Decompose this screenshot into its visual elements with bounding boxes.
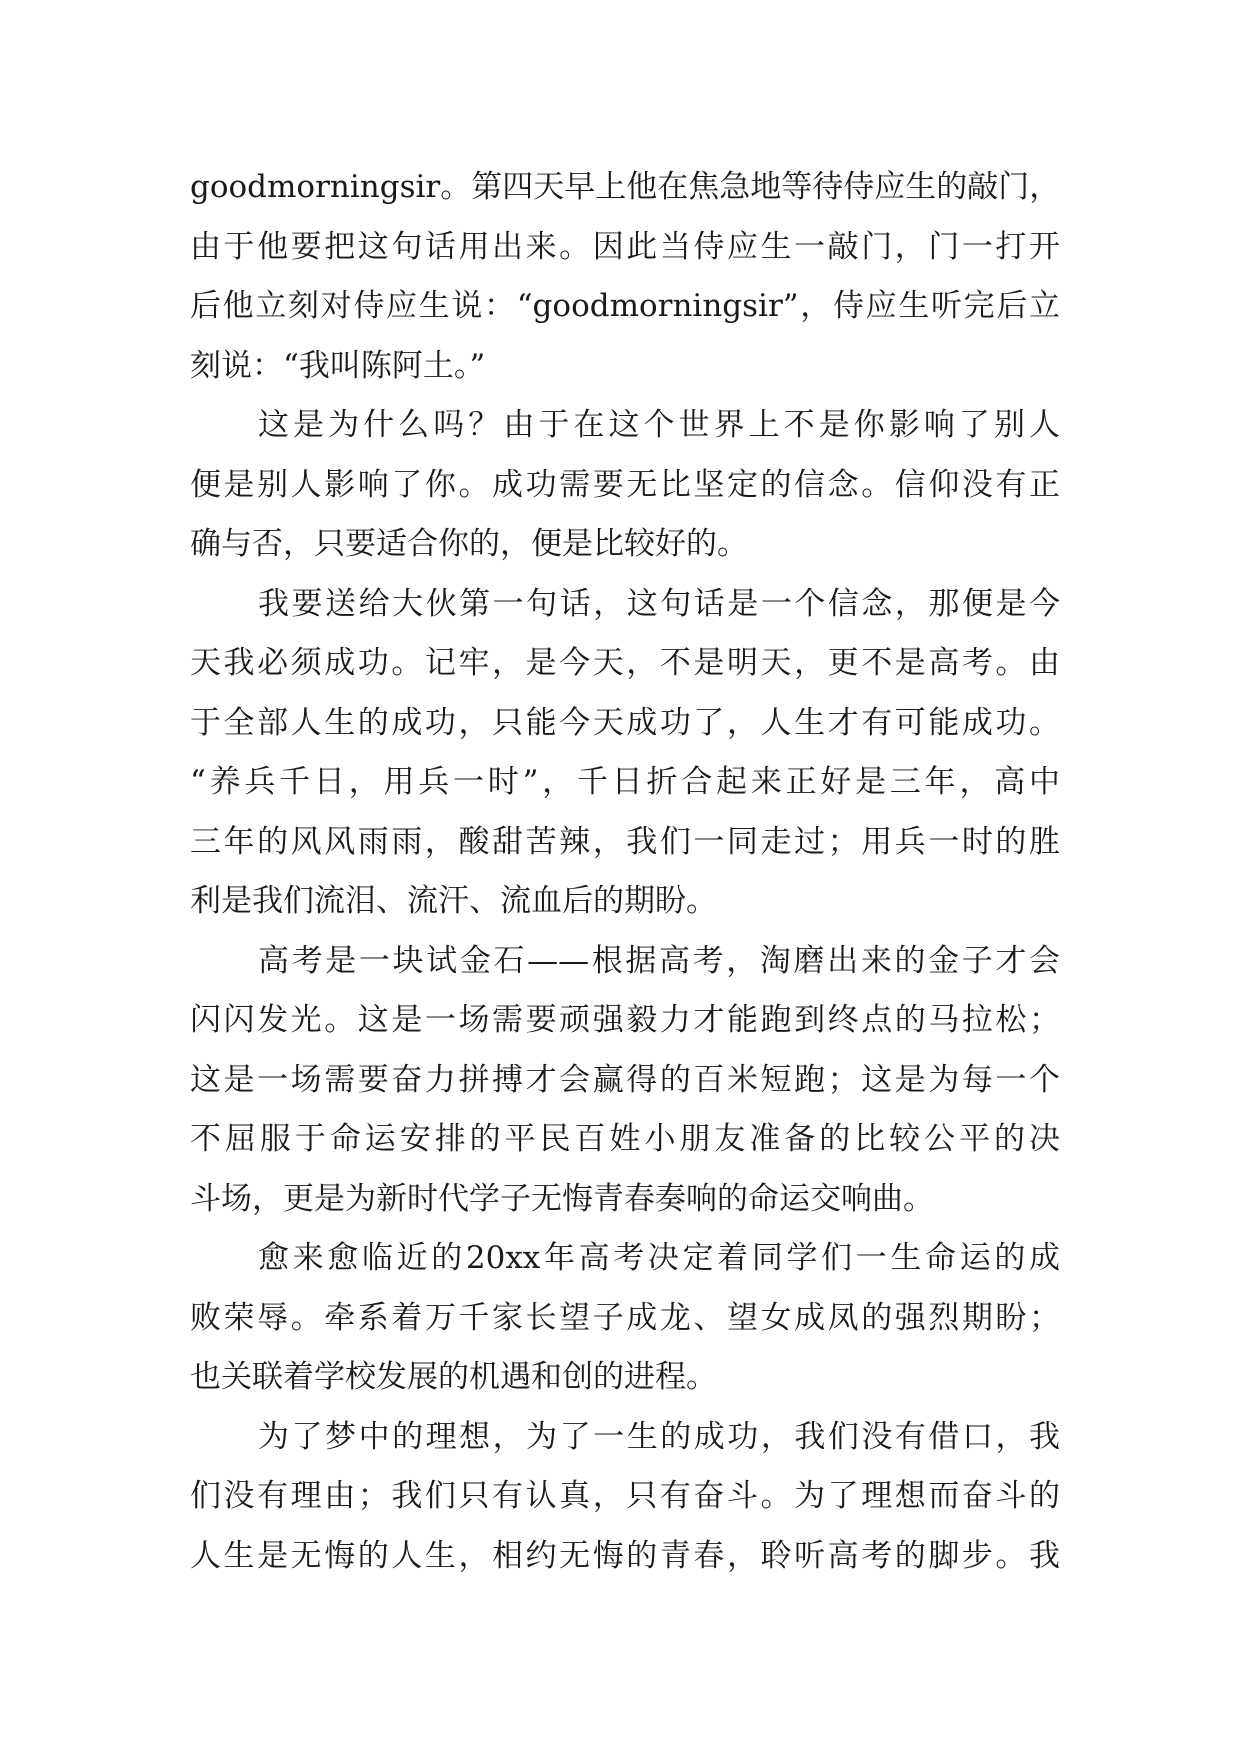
text-line: 于全部人生的成功，只能今天成功了，人生才有可能成功。	[190, 704, 1060, 741]
text-line: 刻说：“我叫陈阿土。”	[190, 347, 486, 384]
text-line: 也关联着学校发展的机遇和创的进程。	[190, 1359, 717, 1395]
text-line: 闪闪发光。这是一场需要顽强毅力才能跑到终点的马拉松；	[190, 1002, 1060, 1038]
text-line: 这是一场需要奋力拼搏才会赢得的百米短跑；这是为每一个	[190, 1061, 1060, 1098]
text-line: “养兵千日，用兵一时”，千日折合起来正好是三年，高中	[190, 764, 1060, 800]
text-line: 败荣辱。牵系着万千家长望子成龙、望女成凤的强烈期盼；	[190, 1299, 1060, 1336]
paragraph-first-line: 为了梦中的理想，为了一生的成功，我们没有借口，我	[258, 1418, 1060, 1455]
text-line: 三年的风风雨雨，酸甜苦辣，我们一同走过；用兵一时的胜	[190, 823, 1060, 860]
paragraph-first-line: 这是为什么吗？由于在这个世界上不是你影响了别人	[258, 407, 1060, 443]
text-line: 后他立刻对侍应生说：“goodmorningsir”，侍应生听完后立	[190, 288, 1060, 324]
text-line: 便是别人影响了你。成功需要无比坚定的信念。信仰没有正	[190, 466, 1060, 503]
document-body	[190, 158, 1060, 1586]
paragraph-first-line: 愈来愈临近的20xx年高考决定着同学们一生命运的成	[258, 1240, 1060, 1276]
paragraph-first-line: 高考是一块试金石——根据高考，淘磨出来的金子才会	[258, 942, 1060, 979]
paragraph-first-line: 我要送给大伙第一句话，这句话是一个信念，那便是今	[258, 585, 1060, 622]
text-line: 利是我们流泪、流汗、流血后的期盼。	[190, 883, 717, 919]
text-line: 确与否，只要适合你的，便是比较好的。	[190, 526, 748, 562]
text-line: goodmorningsir。第四天早上他在焦急地等待侍应生的敲门，	[190, 169, 1061, 205]
text-line: 不屈服于命运安排的平民百姓小朋友准备的比较公平的决	[190, 1121, 1060, 1157]
text-line: 由于他要把这句话用出来。因此当侍应生一敲门，门一打开	[190, 228, 1060, 265]
text-line: 人生是无悔的人生，相约无悔的青春，聆听高考的脚步。我	[190, 1537, 1060, 1574]
text-line: 天我必须成功。记牢，是今天，不是明天，更不是高考。由	[190, 645, 1060, 681]
text-line: 斗场，更是为新时代学子无悔青春奏响的命运交响曲。	[190, 1180, 934, 1217]
text-line: 们没有理由；我们只有认真，只有奋斗。为了理想而奋斗的	[190, 1478, 1060, 1514]
